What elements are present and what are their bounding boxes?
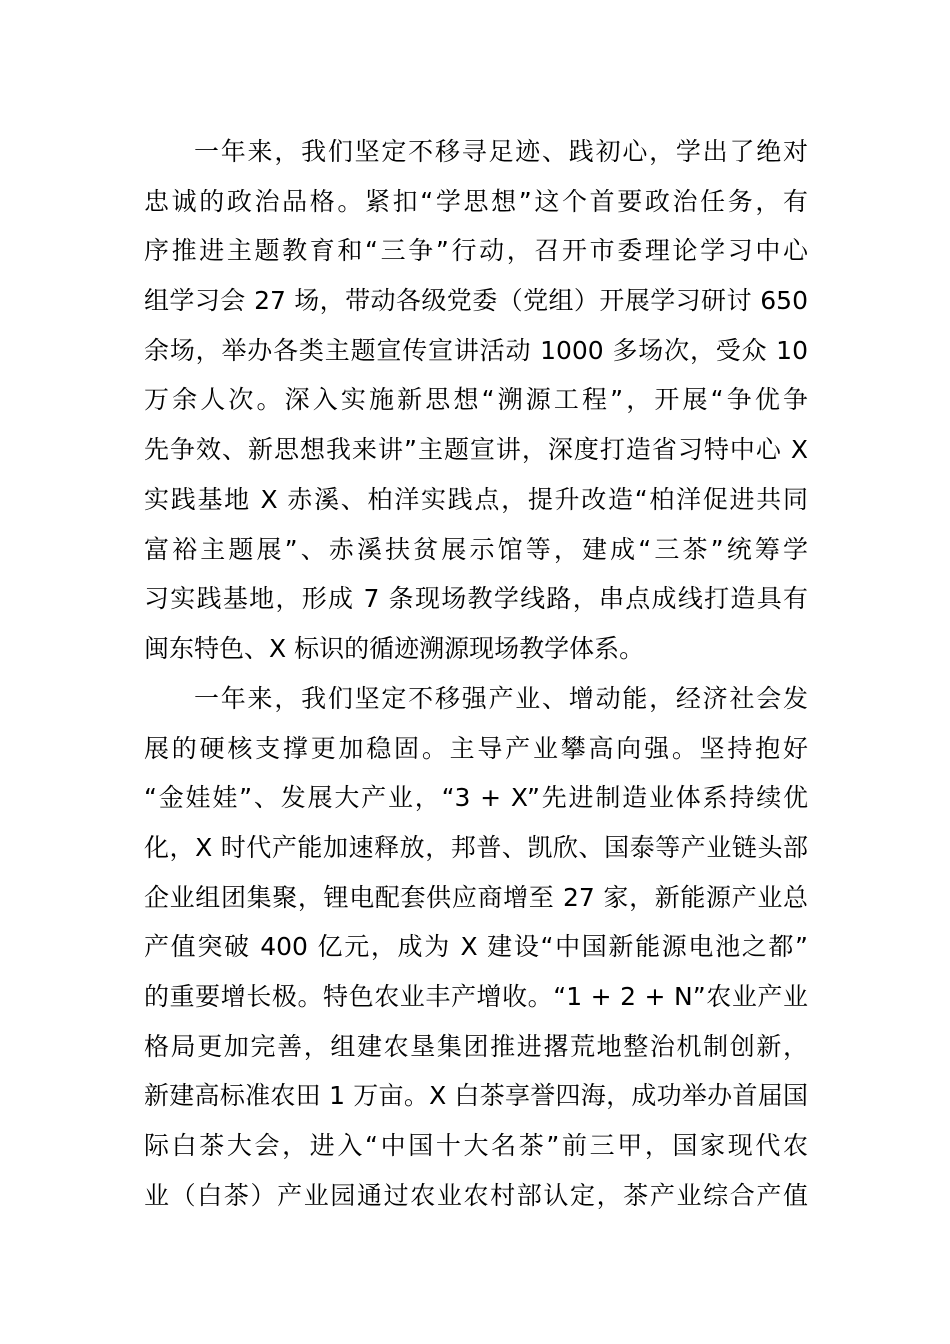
paragraph-1-line-6: 万余人次。深入实施新思想“溯源工程”，开展“争优争 <box>144 385 808 414</box>
paragraph-1-line-5: 余场，举办各类主题宣传宣讲活动 1000 多场次，受众 10 <box>144 336 808 365</box>
paragraph-2-line-10: 际白茶大会，进入“中国十大名茶”前三甲，国家现代农 <box>144 1131 808 1160</box>
paragraph-2-line-4: 化，X 时代产能加速释放，邦普、凯欣、国泰等产业链头部 <box>144 833 808 862</box>
paragraph-2-line-3: “金娃娃”、发展大产业，“3 + X”先进制造业体系持续优 <box>144 783 808 812</box>
paragraph-2-line-11: 业（白茶）产业园通过农业农村部认定，茶产业综合产值 <box>144 1181 808 1210</box>
paragraph-2-line-2: 展的硬核支撑更加稳固。主导产业攀高向强。坚持抱好 <box>144 734 808 763</box>
paragraph-1-line-11: 闽东特色、X 标识的循迹溯源现场教学体系。 <box>144 634 645 663</box>
paragraph-1-line-3: 序推进主题教育和“三争”行动，召开市委理论学习中心 <box>144 236 808 265</box>
paragraph-1-line-2: 忠诚的政治品格。紧扣“学思想”这个首要政治任务，有 <box>144 187 808 216</box>
paragraph-1-line-7: 先争效、新思想我来讲”主题宣讲，深度打造省习特中心 X <box>144 435 808 464</box>
paragraph-2-line-6: 产值突破 400 亿元，成为 X 建设“中国新能源电池之都” <box>144 932 808 961</box>
paragraph-2-line-1: 一年来，我们坚定不移强产业、增动能，经济社会发 <box>194 684 808 713</box>
paragraph-2-line-5: 企业组团集聚，锂电配套供应商增至 27 家，新能源产业总 <box>144 883 808 912</box>
paragraph-1-line-8: 实践基地 X 赤溪、柏洋实践点，提升改造“柏洋促进共同 <box>144 485 808 514</box>
paragraph-2-line-8: 格局更加完善，组建农垦集团推进撂荒地整治机制创新， <box>144 1032 808 1061</box>
paragraph-1-line-1: 一年来，我们坚定不移寻足迹、践初心，学出了绝对 <box>194 137 808 166</box>
paragraph-1-line-10: 习实践基地，形成 7 条现场教学线路，串点成线打造具有 <box>144 584 808 613</box>
paragraph-1-line-4: 组学习会 27 场，带动各级党委（党组）开展学习研讨 650 <box>144 286 808 315</box>
paragraph-1-line-9: 富裕主题展”、赤溪扶贫展示馆等，建成“三茶”统筹学 <box>144 535 808 564</box>
paragraph-2-line-9: 新建高标准农田 1 万亩。X 白茶享誉四海，成功举办首届国 <box>144 1081 808 1110</box>
paragraph-2-line-7: 的重要增长极。特色农业丰产增收。“1 + 2 + N”农业产业 <box>144 982 808 1011</box>
